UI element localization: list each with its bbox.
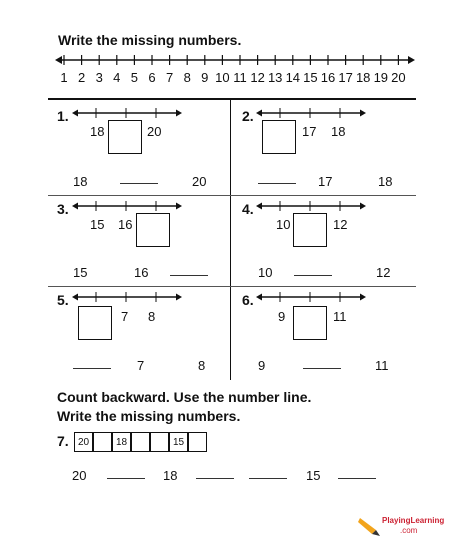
sequence-cell[interactable] — [93, 432, 112, 452]
answer-box[interactable] — [293, 306, 327, 340]
box-label: 11 — [333, 309, 347, 324]
mini-number-line — [72, 106, 182, 120]
answer-value: 8 — [198, 358, 206, 373]
number-line-label: 11 — [233, 70, 247, 85]
number-line-label: 18 — [355, 70, 371, 85]
number-line-label: 8 — [183, 70, 191, 85]
answer-blank[interactable] — [294, 275, 332, 276]
answer-box[interactable] — [108, 120, 142, 154]
box-label: 9 — [278, 309, 286, 324]
sequence-cell[interactable] — [150, 432, 169, 452]
number-line-label: 7 — [165, 70, 174, 85]
number-line-axis — [55, 52, 415, 68]
sequence-cell: 20 — [74, 432, 93, 452]
answer-value: 15 — [306, 468, 321, 483]
answer-blank[interactable] — [120, 183, 158, 184]
problem-number: 2. — [242, 108, 254, 124]
problem-number: 1. — [57, 108, 69, 124]
box-label: 16 — [118, 217, 133, 232]
heading-write-missing: Write the missing numbers. — [57, 408, 241, 424]
number-line-label: 19 — [373, 70, 389, 85]
answer-blank[interactable] — [249, 478, 287, 479]
number-line-label: 6 — [148, 70, 156, 85]
heading-count-backward: Count backward. Use the number line. — [57, 389, 312, 405]
box-label: 18 — [331, 124, 346, 139]
number-line-label: 14 — [285, 70, 301, 85]
number-line-label: 9 — [201, 70, 209, 85]
answer-value: 9 — [258, 358, 266, 373]
logo-domain: .com — [400, 526, 418, 535]
answer-box[interactable] — [78, 306, 112, 340]
answer-value: 15 — [73, 265, 88, 280]
sequence-cell[interactable] — [188, 432, 207, 452]
answer-value: 18 — [73, 174, 88, 189]
answer-value: 20 — [192, 174, 207, 189]
answer-value: 10 — [258, 265, 273, 280]
number-line-label: 20 — [391, 70, 406, 85]
answer-value: 7 — [137, 358, 145, 373]
grid-row-divider — [48, 286, 416, 287]
number-line-label: 3 — [95, 70, 103, 85]
answer-value: 12 — [376, 265, 391, 280]
answer-blank[interactable] — [170, 275, 208, 276]
sequence-cell: 18 — [112, 432, 131, 452]
problem-number: 5. — [57, 292, 69, 308]
box-label: 17 — [302, 124, 317, 139]
heading-missing-numbers: Write the missing numbers. — [58, 32, 242, 48]
pencil-icon — [356, 512, 382, 538]
number-line-label: 10 — [215, 70, 230, 85]
answer-box[interactable] — [293, 213, 327, 247]
answer-blank[interactable] — [196, 478, 234, 479]
grid-vertical-divider — [230, 100, 231, 380]
number-line-label: 2 — [77, 70, 86, 85]
box-label: 7 — [121, 309, 129, 324]
mini-number-line — [256, 106, 366, 120]
number-line-label: 13 — [267, 70, 283, 85]
answer-value: 17 — [318, 174, 333, 189]
box-label: 18 — [90, 124, 105, 139]
number-line-label: 17 — [338, 70, 353, 85]
mini-number-line — [72, 290, 182, 304]
answer-blank[interactable] — [73, 368, 111, 369]
answer-value: 16 — [134, 265, 149, 280]
mini-number-line — [256, 290, 366, 304]
box-label: 8 — [148, 309, 156, 324]
mini-number-line — [72, 199, 182, 213]
box-label: 15 — [90, 217, 105, 232]
sequence-cell: 15 — [169, 432, 188, 452]
grid-row-divider — [48, 195, 416, 196]
mini-number-line — [256, 199, 366, 213]
box-label: 12 — [333, 217, 348, 232]
answer-blank[interactable] — [338, 478, 376, 479]
box-label: 20 — [147, 124, 162, 139]
problem-number: 6. — [242, 292, 254, 308]
logo-text: PlayingLearning — [382, 516, 445, 525]
answer-value: 11 — [375, 358, 389, 373]
box-label: 10 — [276, 217, 291, 232]
answer-box[interactable] — [136, 213, 170, 247]
answer-value: 20 — [72, 468, 87, 483]
answer-blank[interactable] — [258, 183, 296, 184]
number-line-label: 15 — [303, 70, 318, 85]
answer-value: 18 — [378, 174, 393, 189]
number-line-label: 1 — [60, 70, 68, 85]
number-line-label: 5 — [130, 70, 138, 85]
problem-number: 7. — [57, 433, 69, 449]
answer-box[interactable] — [262, 120, 296, 154]
problem-number: 3. — [57, 201, 69, 217]
section-divider — [48, 98, 416, 100]
problem-number: 4. — [242, 201, 254, 217]
answer-value: 18 — [163, 468, 178, 483]
number-line-label: 16 — [320, 70, 336, 85]
number-line-label: 12 — [250, 70, 265, 85]
sequence-cell[interactable] — [131, 432, 150, 452]
number-line-label: 4 — [113, 70, 121, 85]
answer-blank[interactable] — [303, 368, 341, 369]
answer-blank[interactable] — [107, 478, 145, 479]
